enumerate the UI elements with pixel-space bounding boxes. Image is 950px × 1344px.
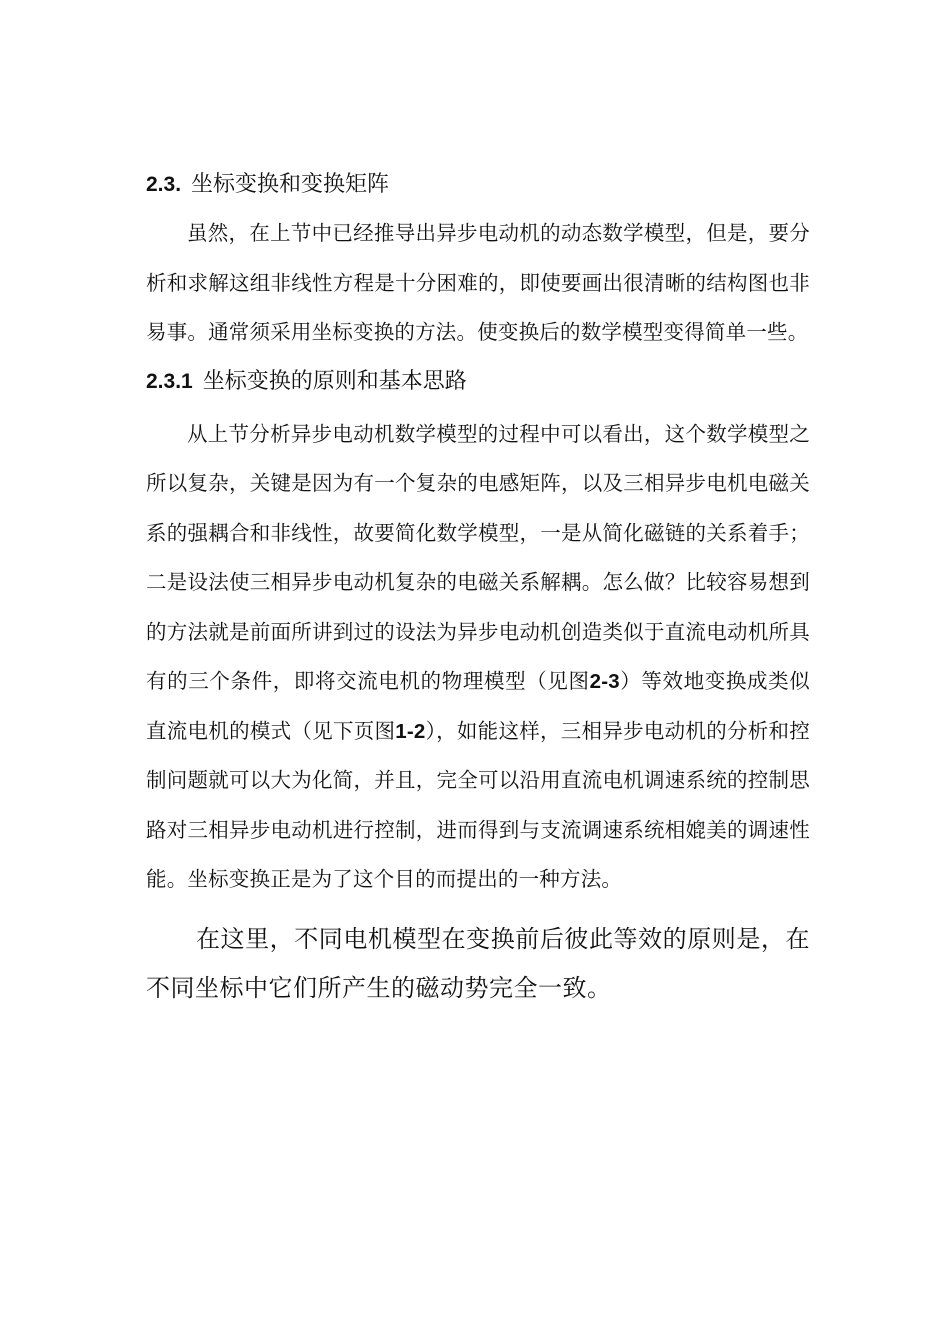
document-page <box>146 165 810 1013</box>
figure-reference-2-3: 2-3 <box>589 670 620 693</box>
paragraph-text-part3: ），如能这样，三相异步电动机的分析和控制问题就可以大为化简，并且，完全可以沿用直流电机调速系统的控制思路对三相异步电动机进行控制，进而得到与支流调速系统相媲美的调速性能。坐标变换正是为了这个目的而提出的一种方法。 <box>146 718 810 891</box>
section-number: 2.3. <box>146 173 182 196</box>
subsection-heading <box>146 362 810 402</box>
figure-reference-1-2: 1-2 <box>395 719 426 743</box>
principle-paragraph: 在这里，不同电机模型在变换前后彼此等效的原则是，在不同坐标中它们所产生的磁动势完全一致。 <box>146 924 810 1002</box>
section-title: 坐标变换和变换矩阵 <box>191 172 390 197</box>
paragraph-text-part1: 从上节分析异步电动机数学模型的过程中可以看出，这个数学模型之所以复杂，关键是因为有一个复杂的电感矩阵，以及三相异步电机电磁关系的强耦合和非线性，故要简化数学模型，一是从简化磁链的关系着手；二是设法使三相异步电动机复杂的电磁关系解耦。怎么做？比较容易想到的方法就是前面所讲到过的设法为异步电动机创造类似于直流电动机所具有的三个条件，即将交流电机的物理模型（见图 <box>146 421 810 693</box>
subsection-body-paragraph <box>146 410 810 905</box>
section-heading <box>146 165 810 205</box>
paragraph-text-part2: ）等效地变换成类似直流电机的模式（见下页图 <box>146 669 810 743</box>
section-intro-paragraph: 虽然，在上节中已经推导出异步电动机的动态数学模型，但是，要分析和求解这组非线性方程是十分困难的，即使要画出很清晰的结构图也非易事。通常须采用坐标变换的方法。使变换后的数学模型变得简单一些。 <box>146 221 810 344</box>
subsection-title: 坐标变换的原则和基本思路 <box>202 368 467 394</box>
subsection-number: 2.3.1 <box>146 369 193 393</box>
